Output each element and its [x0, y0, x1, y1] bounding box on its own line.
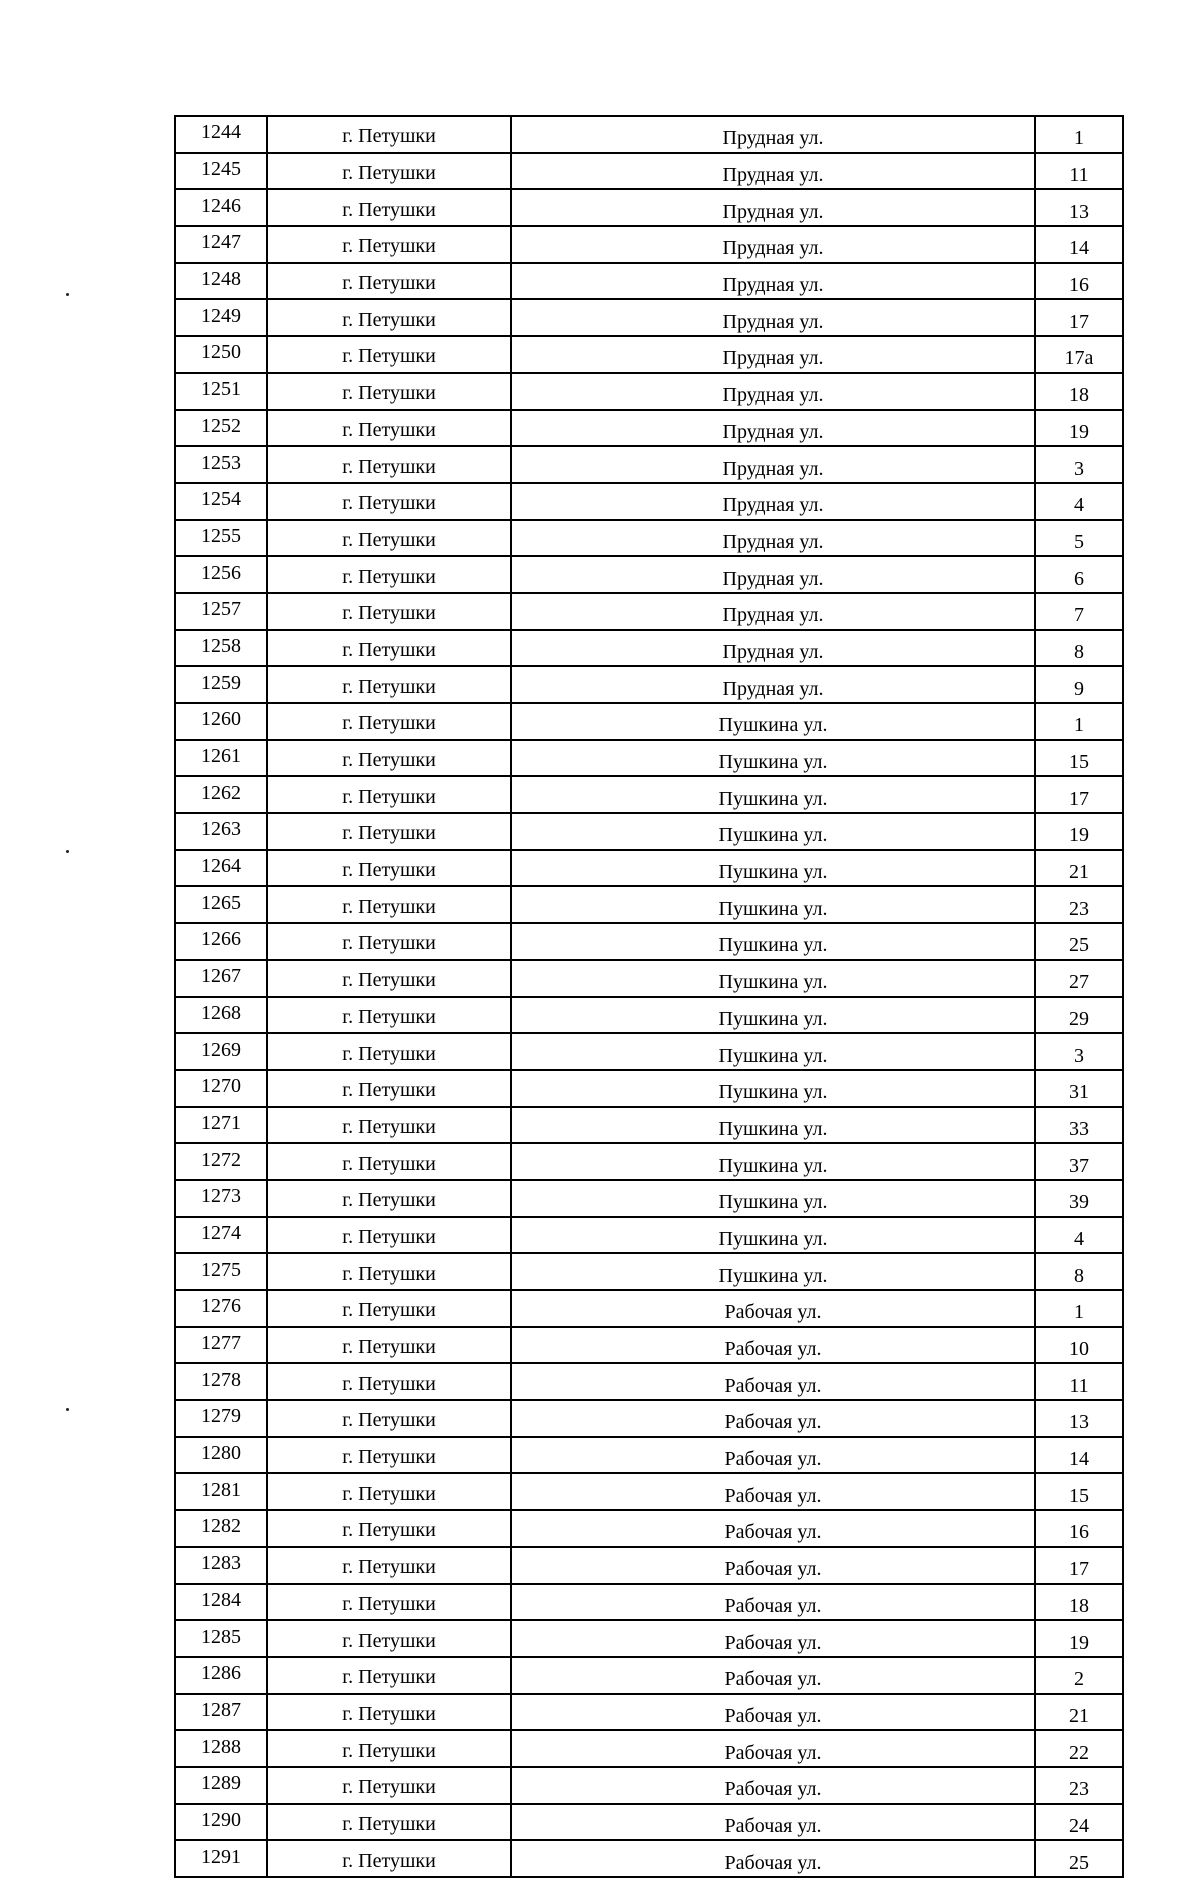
house-number-cell: 1 [1035, 116, 1123, 153]
street-cell: Прудная ул. [511, 483, 1035, 520]
street-cell: Рабочая ул. [511, 1804, 1035, 1841]
city-cell: г. Петушки [267, 1584, 511, 1621]
house-number-cell: 33 [1035, 1107, 1123, 1144]
street-cell: Пушкина ул. [511, 886, 1035, 923]
street-cell: Пушкина ул. [511, 1253, 1035, 1290]
table-row [175, 1363, 1123, 1400]
table-row [175, 189, 1123, 226]
street-cell: Рабочая ул. [511, 1584, 1035, 1621]
street-cell: Рабочая ул. [511, 1327, 1035, 1364]
city-cell: г. Петушки [267, 1437, 511, 1474]
city-cell: г. Петушки [267, 886, 511, 923]
house-number-cell: 11 [1035, 1363, 1123, 1400]
house-number-cell: 5 [1035, 520, 1123, 557]
table-row [175, 520, 1123, 557]
street-cell: Прудная ул. [511, 373, 1035, 410]
house-number-cell: 19 [1035, 813, 1123, 850]
row-number-cell: 1288 [175, 1730, 267, 1767]
table-row [175, 666, 1123, 703]
row-number-cell: 1271 [175, 1107, 267, 1144]
table-row [175, 923, 1123, 960]
city-cell: г. Петушки [267, 1840, 511, 1877]
street-cell: Пушкина ул. [511, 776, 1035, 813]
row-number-cell: 1290 [175, 1804, 267, 1841]
scan-speck [66, 293, 69, 296]
table-row [175, 1400, 1123, 1437]
street-cell: Рабочая ул. [511, 1547, 1035, 1584]
city-cell: г. Петушки [267, 1657, 511, 1694]
house-number-cell: 17а [1035, 336, 1123, 373]
row-number-cell: 1268 [175, 997, 267, 1034]
house-number-cell: 25 [1035, 1840, 1123, 1877]
house-number-cell: 15 [1035, 740, 1123, 777]
street-cell: Пушкина ул. [511, 703, 1035, 740]
house-number-cell: 29 [1035, 997, 1123, 1034]
street-cell: Пушкина ул. [511, 1180, 1035, 1217]
table-row [175, 1253, 1123, 1290]
house-number-cell: 10 [1035, 1327, 1123, 1364]
street-cell: Прудная ул. [511, 336, 1035, 373]
row-number-cell: 1286 [175, 1657, 267, 1694]
table-row [175, 1217, 1123, 1254]
house-number-cell: 16 [1035, 1510, 1123, 1547]
house-number-cell: 23 [1035, 886, 1123, 923]
street-cell: Прудная ул. [511, 556, 1035, 593]
city-cell: г. Петушки [267, 1400, 511, 1437]
street-cell: Пушкина ул. [511, 1107, 1035, 1144]
city-cell: г. Петушки [267, 116, 511, 153]
table-row [175, 1180, 1123, 1217]
street-cell: Прудная ул. [511, 116, 1035, 153]
city-cell: г. Петушки [267, 1107, 511, 1144]
street-cell: Прудная ул. [511, 630, 1035, 667]
table-row [175, 1730, 1123, 1767]
table-row [175, 886, 1123, 923]
table-row [175, 263, 1123, 300]
house-number-cell: 23 [1035, 1767, 1123, 1804]
house-number-cell: 4 [1035, 1217, 1123, 1254]
row-number-cell: 1251 [175, 373, 267, 410]
house-number-cell: 31 [1035, 1070, 1123, 1107]
row-number-cell: 1273 [175, 1180, 267, 1217]
street-cell: Пушкина ул. [511, 1143, 1035, 1180]
street-cell: Прудная ул. [511, 299, 1035, 336]
row-number-cell: 1245 [175, 153, 267, 190]
street-cell: Пушкина ул. [511, 960, 1035, 997]
row-number-cell: 1244 [175, 116, 267, 153]
house-number-cell: 18 [1035, 1584, 1123, 1621]
table-row [175, 483, 1123, 520]
city-cell: г. Петушки [267, 1620, 511, 1657]
house-number-cell: 39 [1035, 1180, 1123, 1217]
table-row [175, 960, 1123, 997]
table-row [175, 373, 1123, 410]
house-number-cell: 17 [1035, 299, 1123, 336]
row-number-cell: 1267 [175, 960, 267, 997]
row-number-cell: 1256 [175, 556, 267, 593]
street-cell: Прудная ул. [511, 410, 1035, 447]
street-cell: Прудная ул. [511, 593, 1035, 630]
table-row [175, 153, 1123, 190]
house-number-cell: 17 [1035, 1547, 1123, 1584]
table-row [175, 446, 1123, 483]
house-number-cell: 4 [1035, 483, 1123, 520]
house-number-cell: 25 [1035, 923, 1123, 960]
row-number-cell: 1266 [175, 923, 267, 960]
table-row [175, 1143, 1123, 1180]
city-cell: г. Петушки [267, 1327, 511, 1364]
city-cell: г. Петушки [267, 556, 511, 593]
table-row [175, 1620, 1123, 1657]
row-number-cell: 1264 [175, 850, 267, 887]
row-number-cell: 1257 [175, 593, 267, 630]
street-cell: Рабочая ул. [511, 1400, 1035, 1437]
house-number-cell: 37 [1035, 1143, 1123, 1180]
city-cell: г. Петушки [267, 593, 511, 630]
row-number-cell: 1246 [175, 189, 267, 226]
row-number-cell: 1252 [175, 410, 267, 447]
row-number-cell: 1263 [175, 813, 267, 850]
table-row [175, 1107, 1123, 1144]
row-number-cell: 1289 [175, 1767, 267, 1804]
house-number-cell: 19 [1035, 1620, 1123, 1657]
row-number-cell: 1253 [175, 446, 267, 483]
street-cell: Пушкина ул. [511, 1033, 1035, 1070]
street-cell: Прудная ул. [511, 153, 1035, 190]
table-row [175, 850, 1123, 887]
city-cell: г. Петушки [267, 1767, 511, 1804]
city-cell: г. Петушки [267, 1033, 511, 1070]
house-number-cell: 2 [1035, 1657, 1123, 1694]
row-number-cell: 1258 [175, 630, 267, 667]
row-number-cell: 1255 [175, 520, 267, 557]
city-cell: г. Петушки [267, 189, 511, 226]
house-number-cell: 14 [1035, 1437, 1123, 1474]
table-row [175, 1804, 1123, 1841]
row-number-cell: 1276 [175, 1290, 267, 1327]
house-number-cell: 8 [1035, 630, 1123, 667]
city-cell: г. Петушки [267, 1217, 511, 1254]
table-row [175, 1473, 1123, 1510]
city-cell: г. Петушки [267, 483, 511, 520]
row-number-cell: 1291 [175, 1840, 267, 1877]
row-number-cell: 1254 [175, 483, 267, 520]
row-number-cell: 1285 [175, 1620, 267, 1657]
address-table [174, 115, 1124, 1878]
street-cell: Пушкина ул. [511, 1217, 1035, 1254]
house-number-cell: 8 [1035, 1253, 1123, 1290]
city-cell: г. Петушки [267, 1290, 511, 1327]
table-row [175, 593, 1123, 630]
row-number-cell: 1261 [175, 740, 267, 777]
city-cell: г. Петушки [267, 960, 511, 997]
city-cell: г. Петушки [267, 776, 511, 813]
street-cell: Пушкина ул. [511, 997, 1035, 1034]
row-number-cell: 1259 [175, 666, 267, 703]
street-cell: Прудная ул. [511, 446, 1035, 483]
street-cell: Рабочая ул. [511, 1437, 1035, 1474]
city-cell: г. Петушки [267, 1694, 511, 1731]
city-cell: г. Петушки [267, 1547, 511, 1584]
row-number-cell: 1279 [175, 1400, 267, 1437]
house-number-cell: 11 [1035, 153, 1123, 190]
table-row [175, 1033, 1123, 1070]
table-row [175, 116, 1123, 153]
city-cell: г. Петушки [267, 226, 511, 263]
table-row [175, 1070, 1123, 1107]
street-cell: Рабочая ул. [511, 1767, 1035, 1804]
city-cell: г. Петушки [267, 1473, 511, 1510]
table-row [175, 410, 1123, 447]
row-number-cell: 1272 [175, 1143, 267, 1180]
table-row [175, 740, 1123, 777]
house-number-cell: 13 [1035, 1400, 1123, 1437]
house-number-cell: 1 [1035, 1290, 1123, 1327]
house-number-cell: 1 [1035, 703, 1123, 740]
city-cell: г. Петушки [267, 299, 511, 336]
city-cell: г. Петушки [267, 153, 511, 190]
row-number-cell: 1274 [175, 1217, 267, 1254]
house-number-cell: 19 [1035, 410, 1123, 447]
city-cell: г. Петушки [267, 1070, 511, 1107]
house-number-cell: 22 [1035, 1730, 1123, 1767]
street-cell: Пушкина ул. [511, 850, 1035, 887]
city-cell: г. Петушки [267, 630, 511, 667]
table-row [175, 1694, 1123, 1731]
table-row [175, 1584, 1123, 1621]
city-cell: г. Петушки [267, 1253, 511, 1290]
city-cell: г. Петушки [267, 850, 511, 887]
city-cell: г. Петушки [267, 373, 511, 410]
row-number-cell: 1282 [175, 1510, 267, 1547]
table-row [175, 556, 1123, 593]
table-row [175, 1437, 1123, 1474]
row-number-cell: 1247 [175, 226, 267, 263]
city-cell: г. Петушки [267, 263, 511, 300]
table-row [175, 1657, 1123, 1694]
table-row [175, 1767, 1123, 1804]
house-number-cell: 7 [1035, 593, 1123, 630]
city-cell: г. Петушки [267, 410, 511, 447]
street-cell: Прудная ул. [511, 666, 1035, 703]
table-row [175, 703, 1123, 740]
house-number-cell: 3 [1035, 446, 1123, 483]
street-cell: Рабочая ул. [511, 1840, 1035, 1877]
street-cell: Прудная ул. [511, 520, 1035, 557]
house-number-cell: 17 [1035, 776, 1123, 813]
street-cell: Рабочая ул. [511, 1730, 1035, 1767]
street-cell: Рабочая ул. [511, 1290, 1035, 1327]
row-number-cell: 1277 [175, 1327, 267, 1364]
scan-speck [66, 1408, 69, 1411]
city-cell: г. Петушки [267, 1143, 511, 1180]
city-cell: г. Петушки [267, 1510, 511, 1547]
table-row [175, 776, 1123, 813]
row-number-cell: 1249 [175, 299, 267, 336]
table-row [175, 299, 1123, 336]
city-cell: г. Петушки [267, 666, 511, 703]
row-number-cell: 1269 [175, 1033, 267, 1070]
city-cell: г. Петушки [267, 740, 511, 777]
row-number-cell: 1284 [175, 1584, 267, 1621]
table-row [175, 1510, 1123, 1547]
table-row [175, 630, 1123, 667]
row-number-cell: 1270 [175, 1070, 267, 1107]
street-cell: Пушкина ул. [511, 1070, 1035, 1107]
table-row [175, 997, 1123, 1034]
row-number-cell: 1275 [175, 1253, 267, 1290]
city-cell: г. Петушки [267, 1730, 511, 1767]
city-cell: г. Петушки [267, 813, 511, 850]
table-row [175, 1290, 1123, 1327]
street-cell: Рабочая ул. [511, 1363, 1035, 1400]
street-cell: Пушкина ул. [511, 923, 1035, 960]
row-number-cell: 1260 [175, 703, 267, 740]
city-cell: г. Петушки [267, 520, 511, 557]
table-row [175, 1547, 1123, 1584]
scan-speck [66, 850, 69, 853]
table-row [175, 336, 1123, 373]
row-number-cell: 1280 [175, 1437, 267, 1474]
street-cell: Пушкина ул. [511, 740, 1035, 777]
city-cell: г. Петушки [267, 1804, 511, 1841]
street-cell: Рабочая ул. [511, 1620, 1035, 1657]
row-number-cell: 1287 [175, 1694, 267, 1731]
address-table-body [175, 116, 1123, 1877]
house-number-cell: 9 [1035, 666, 1123, 703]
city-cell: г. Петушки [267, 1363, 511, 1400]
house-number-cell: 21 [1035, 1694, 1123, 1731]
row-number-cell: 1262 [175, 776, 267, 813]
house-number-cell: 6 [1035, 556, 1123, 593]
city-cell: г. Петушки [267, 1180, 511, 1217]
row-number-cell: 1283 [175, 1547, 267, 1584]
city-cell: г. Петушки [267, 446, 511, 483]
house-number-cell: 16 [1035, 263, 1123, 300]
city-cell: г. Петушки [267, 997, 511, 1034]
house-number-cell: 15 [1035, 1473, 1123, 1510]
city-cell: г. Петушки [267, 923, 511, 960]
row-number-cell: 1281 [175, 1473, 267, 1510]
street-cell: Рабочая ул. [511, 1473, 1035, 1510]
house-number-cell: 13 [1035, 189, 1123, 226]
house-number-cell: 3 [1035, 1033, 1123, 1070]
house-number-cell: 24 [1035, 1804, 1123, 1841]
row-number-cell: 1248 [175, 263, 267, 300]
table-row [175, 226, 1123, 263]
street-cell: Прудная ул. [511, 226, 1035, 263]
table-row [175, 1840, 1123, 1877]
house-number-cell: 21 [1035, 850, 1123, 887]
street-cell: Рабочая ул. [511, 1510, 1035, 1547]
street-cell: Пушкина ул. [511, 813, 1035, 850]
house-number-cell: 18 [1035, 373, 1123, 410]
table-row [175, 1327, 1123, 1364]
house-number-cell: 14 [1035, 226, 1123, 263]
row-number-cell: 1250 [175, 336, 267, 373]
street-cell: Рабочая ул. [511, 1657, 1035, 1694]
house-number-cell: 27 [1035, 960, 1123, 997]
street-cell: Прудная ул. [511, 189, 1035, 226]
table-row [175, 813, 1123, 850]
street-cell: Рабочая ул. [511, 1694, 1035, 1731]
city-cell: г. Петушки [267, 336, 511, 373]
row-number-cell: 1265 [175, 886, 267, 923]
street-cell: Прудная ул. [511, 263, 1035, 300]
row-number-cell: 1278 [175, 1363, 267, 1400]
city-cell: г. Петушки [267, 703, 511, 740]
